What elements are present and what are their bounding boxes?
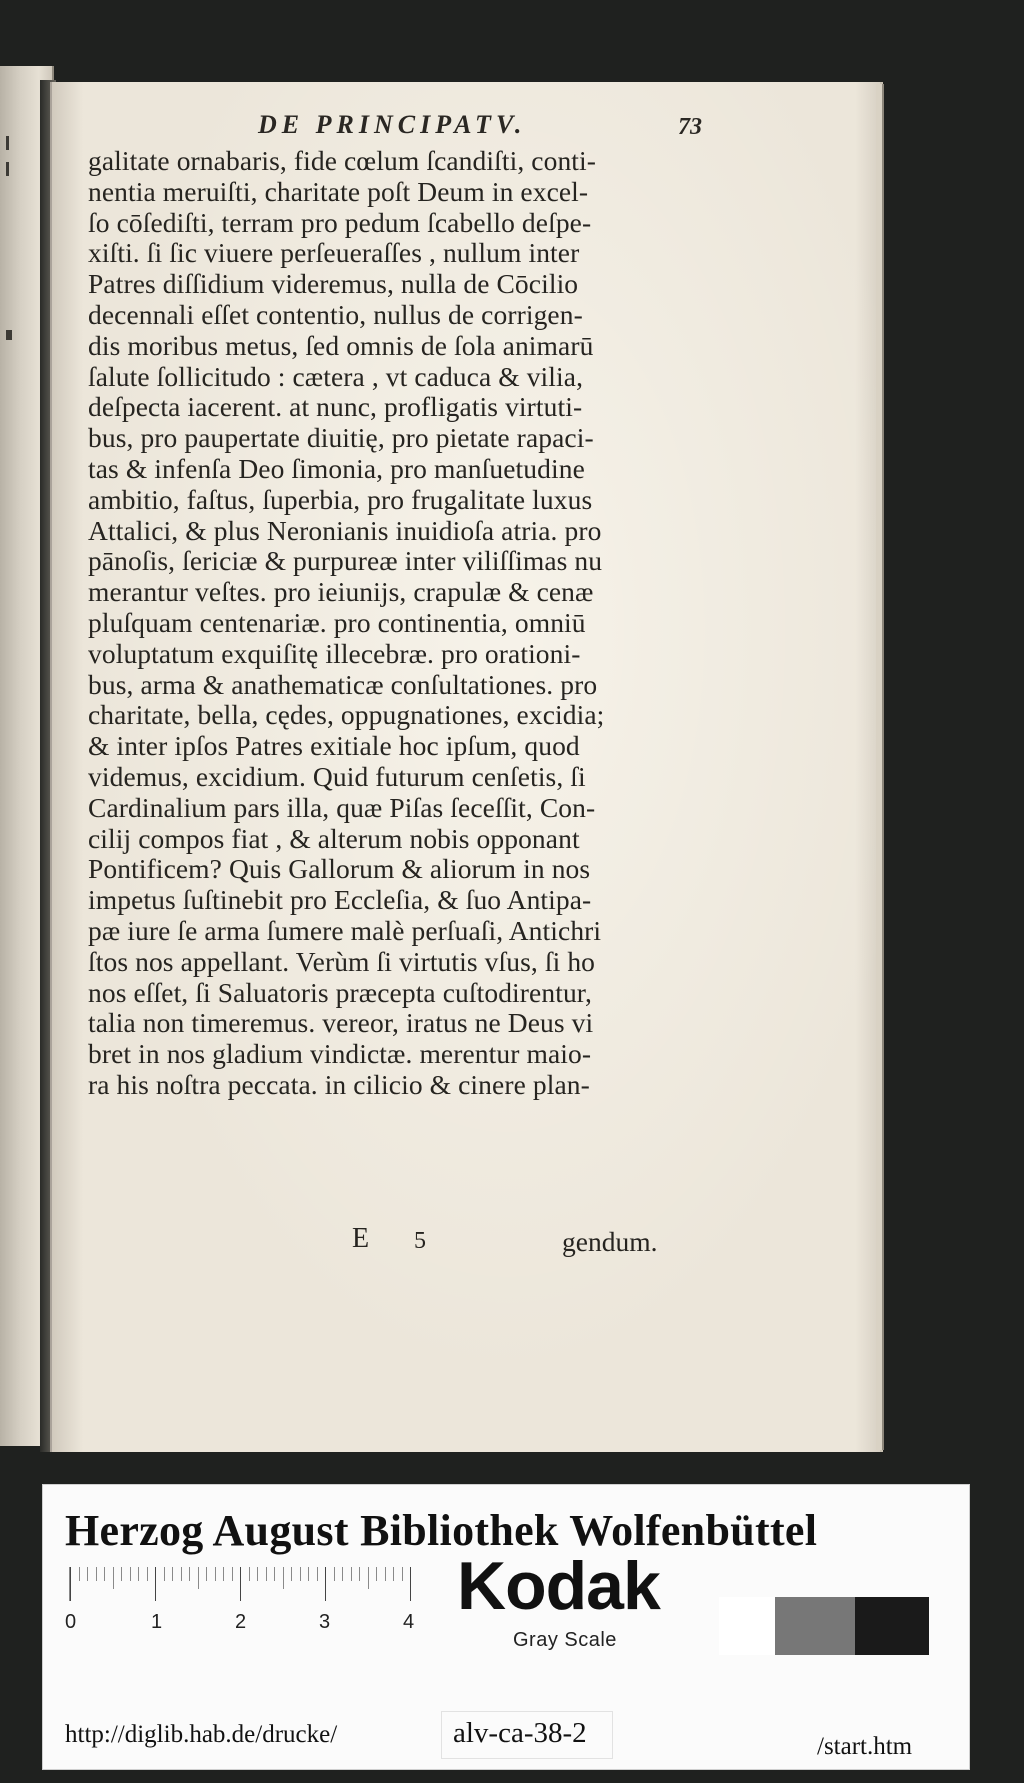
text-line: deſpecta iacerent. at nunc, profligatis virtuti-: [88, 391, 583, 423]
text-line: Cardinalium pars illa, quæ Piſas ſeceſſit, Con-: [88, 791, 596, 823]
ruler-tick: [351, 1567, 352, 1581]
text-line: xiſti. ſi ſic viuere perſeueraſſes , nullum inter: [88, 237, 580, 269]
text-line: dis moribus metus, ſed omnis de ſola animarū: [88, 329, 594, 361]
ruler-tick: [172, 1567, 173, 1581]
ruler-tick: [232, 1567, 233, 1581]
gray-patch: [719, 1597, 775, 1655]
text-line: impetus ſuſtinebit pro Eccleſia, & ſuo Antipa-: [88, 884, 592, 916]
catchword: gendum.: [562, 1226, 658, 1257]
text-line: pluſquam centenariæ. pro continentia, omniū: [88, 606, 586, 638]
library-color-card: [42, 1484, 970, 1770]
library-name: Herzog August Bibliothek Wolfenbüttel: [65, 1506, 818, 1555]
page-number: 73: [678, 114, 702, 140]
gray-scale-label: Gray Scale: [513, 1629, 617, 1651]
ruler-tick: [206, 1567, 207, 1581]
shelfmark: alv-ca-38-2: [453, 1717, 587, 1749]
ruler-tick: [113, 1567, 114, 1589]
ruler-tick: [181, 1567, 182, 1581]
text-line: ſo cōſediſti, terram pro pedum ſcabello deſpe-: [88, 206, 592, 238]
text-line: pānoſis, ſericiæ & purpureæ inter viliſſimas nu: [88, 545, 603, 577]
ruler-tick: [130, 1567, 131, 1581]
ruler-tick: [274, 1567, 275, 1581]
ruler-tick: [240, 1567, 241, 1601]
text-line: decennali eſſet contentio, nullus de corrigen-: [88, 298, 583, 330]
ruler-tick: [385, 1567, 386, 1581]
text-line: videmus, excidium. Quid futurum cenſetis, ſi: [88, 760, 586, 792]
text-line: bret in nos gladium vindictæ. merentur maio-: [88, 1038, 592, 1070]
ruler-tick: [70, 1567, 71, 1601]
ruler-tick: [121, 1567, 122, 1581]
ruler-tick: [291, 1567, 292, 1581]
text-line: galitate ornabaris, fide cœlum ſcandiſti, conti-: [88, 145, 597, 176]
ruler-tick: [410, 1567, 411, 1601]
kodak-logo: Kodak: [457, 1548, 660, 1624]
url-suffix: /start.htm: [817, 1733, 913, 1760]
text-line: ſalute ſollicitudo : cætera , vt caduca & vilia,: [88, 360, 584, 392]
ruler-tick: [393, 1567, 394, 1581]
ruler-tick: [359, 1567, 360, 1581]
text-line: pæ iure ſe arma ſumere malè perſuaſi, Antichri: [88, 914, 602, 946]
signature-mark: E: [352, 1223, 370, 1254]
page-edge: [876, 84, 884, 1450]
ruler-tick: [198, 1567, 199, 1589]
ruler-tick: [368, 1567, 369, 1589]
gray-patch: [775, 1597, 855, 1655]
ruler-tick: [317, 1567, 318, 1581]
text-line: charitate, bella, cędes, oppugnationes, excidia;: [88, 699, 605, 731]
ruler-tick: [283, 1567, 284, 1589]
running-head: DE PRINCIPATV.: [258, 110, 527, 139]
text-line: talia non timeremus. vereor, iratus ne Deus vi: [88, 1007, 594, 1039]
text-line: voluptatum exquiſitę illecebræ. pro orationi-: [88, 637, 581, 669]
text-line: cilij compos fiat , & alterum nobis opponant: [88, 822, 580, 854]
ruler-tick: [96, 1567, 97, 1581]
text-line: merantur veſtes. pro ieiunijs, crapulæ & cenæ: [88, 576, 594, 608]
ruler-tick: [342, 1567, 343, 1581]
ruler-tick: [223, 1567, 224, 1581]
ruler-tick: [164, 1567, 165, 1581]
body-text: [88, 146, 708, 1101]
ruler-tick: [215, 1567, 216, 1581]
ruler-tick: [138, 1567, 139, 1581]
edge-mark: [6, 330, 12, 340]
text-line: Pontificem? Quis Gallorum & aliorum in nos: [88, 853, 591, 885]
text-line: ſtos nos appellant. Verùm ſi virtutis vſus, ſi ho: [88, 945, 596, 977]
text-line: Attalici, & plus Neronianis inuidioſa atria. pro: [88, 514, 602, 546]
text-line: nos eſſet, ſi Saluatoris præcepta cuſtodirentur,: [88, 976, 592, 1008]
ruler-tick: [325, 1567, 326, 1601]
ruler-tick: [376, 1567, 377, 1581]
ruler-tick: [189, 1567, 190, 1581]
ruler-ticks: [69, 1567, 430, 1601]
ruler-tick: [79, 1567, 80, 1581]
text-line: & inter ipſos Patres exitiale hoc ipſum, quod: [88, 730, 580, 762]
ruler-label: 4: [403, 1611, 415, 1633]
text-line: ra his noſtra peccata. in cilicio & cinere plan-: [88, 1068, 590, 1100]
ruler-label: 3: [319, 1611, 331, 1633]
signature-number: 5: [414, 1228, 426, 1254]
ruler-tick: [300, 1567, 301, 1581]
ruler-tick: [155, 1567, 156, 1601]
ruler-tick: [257, 1567, 258, 1581]
text-line: bus, pro paupertate diuitię, pro pietate rapaci-: [88, 422, 594, 454]
ruler-tick: [402, 1567, 403, 1581]
ruler-tick: [87, 1567, 88, 1581]
ruler-label: 1: [151, 1611, 163, 1633]
text-line: bus, arma & anathematicæ conſultationes. pro: [88, 668, 598, 700]
ruler-tick: [104, 1567, 105, 1581]
ruler-tick: [147, 1567, 148, 1581]
ruler-tick: [249, 1567, 250, 1581]
text-line: nentia meruiſti, charitate poſt Deum in excel-: [88, 175, 589, 207]
edge-mark: [6, 162, 9, 176]
gray-scale-patches: [719, 1597, 929, 1655]
edge-mark: [6, 136, 9, 150]
ruler-tick: [308, 1567, 309, 1581]
text-line: Patres diſſidium videremus, nulla de Cōcilio: [88, 268, 579, 300]
gray-patch: [855, 1597, 929, 1655]
text-line: tas & infenſa Deo ſimonia, pro manſuetudine: [88, 452, 585, 484]
ruler-tick: [334, 1567, 335, 1581]
ruler-tick: [266, 1567, 267, 1581]
source-url: http://diglib.hab.de/drucke/: [65, 1721, 338, 1748]
text-line: ambitio, faſtus, ſuperbia, pro frugalitate luxus: [88, 483, 593, 515]
ruler-label: 2: [235, 1611, 247, 1633]
ruler-label: 0: [65, 1611, 77, 1633]
scale-ruler: [65, 1567, 449, 1633]
